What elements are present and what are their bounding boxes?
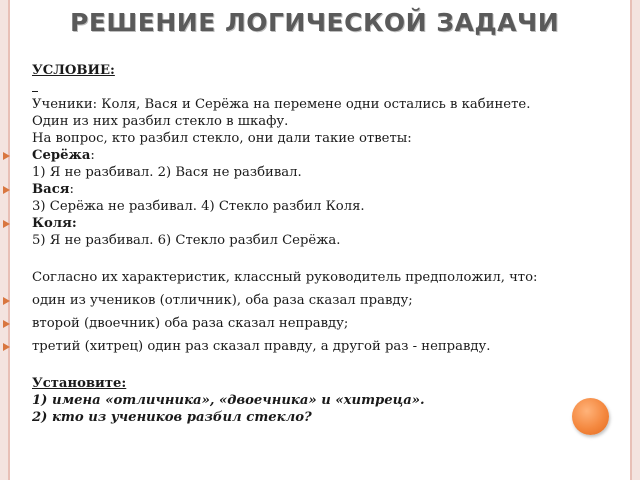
intro-line-2: Один из них разбил стекло в шкафу.	[32, 114, 289, 129]
bullet-arrow-icon	[3, 297, 10, 305]
answer-name: Вася	[32, 182, 70, 197]
answer-text: 3) Серёжа не разбивал. 4) Стекло разбил Коля.	[32, 199, 365, 214]
bullet-arrow-icon	[3, 220, 10, 228]
assumption-item	[32, 338, 622, 355]
answer-text: 5) Я не разбивал. 6) Стекло разбил Серёжа.	[32, 233, 341, 248]
answer-name: Коля:	[32, 216, 77, 231]
answer-item-vasya	[32, 181, 622, 215]
left-border-stripe	[0, 0, 8, 480]
teacher-intro: Согласно их характеристик, классный руководитель предположил, что:	[32, 270, 538, 285]
answer-item-seryozha	[32, 147, 622, 181]
answer-item-kolya	[32, 215, 622, 249]
assumption-text: третий (хитрец) один раз сказал правду, а другой раз - неправду.	[32, 339, 491, 354]
answer-sep: :	[69, 182, 74, 197]
assumption-text: один из учеников (отличник), оба раза сказал правду;	[32, 293, 413, 308]
answer-name: Серёжа	[32, 148, 91, 163]
assumption-item	[32, 292, 622, 309]
spacer	[32, 249, 622, 266]
orange-circle-decoration	[572, 398, 609, 435]
condition-heading: УСЛОВИЕ:	[32, 63, 115, 78]
intro-line-1: Ученики: Коля, Вася и Серёжа на перемене одни остались в кабинете.	[32, 97, 531, 112]
answer-sep: :	[90, 148, 95, 163]
assumption-text: второй (двоечник) оба раза сказал неправду;	[32, 316, 349, 331]
bullet-arrow-icon	[3, 152, 10, 160]
answer-text: 1) Я не разбивал. 2) Вася не разбивал.	[32, 165, 302, 180]
slide-title: РЕШЕНИЕ ЛОГИЧЕСКОЙ ЗАДАЧИ	[70, 8, 560, 37]
task-line-1: 1) имена «отличника», «двоечника» и «хитреца».	[32, 393, 425, 408]
spacer	[32, 355, 622, 375]
task-heading: Установите:	[32, 376, 127, 391]
slide-content	[32, 62, 622, 426]
bullet-arrow-icon	[3, 343, 10, 351]
task-line-2: 2) кто из учеников разбил стекло?	[32, 410, 312, 425]
spacer-mark	[32, 79, 622, 96]
bullet-arrow-icon	[3, 186, 10, 194]
bullet-arrow-icon	[3, 320, 10, 328]
assumption-item	[32, 315, 622, 332]
intro-line-3: На вопрос, кто разбил стекло, они дали такие ответы:	[32, 131, 412, 146]
right-border-stripe	[632, 0, 640, 480]
